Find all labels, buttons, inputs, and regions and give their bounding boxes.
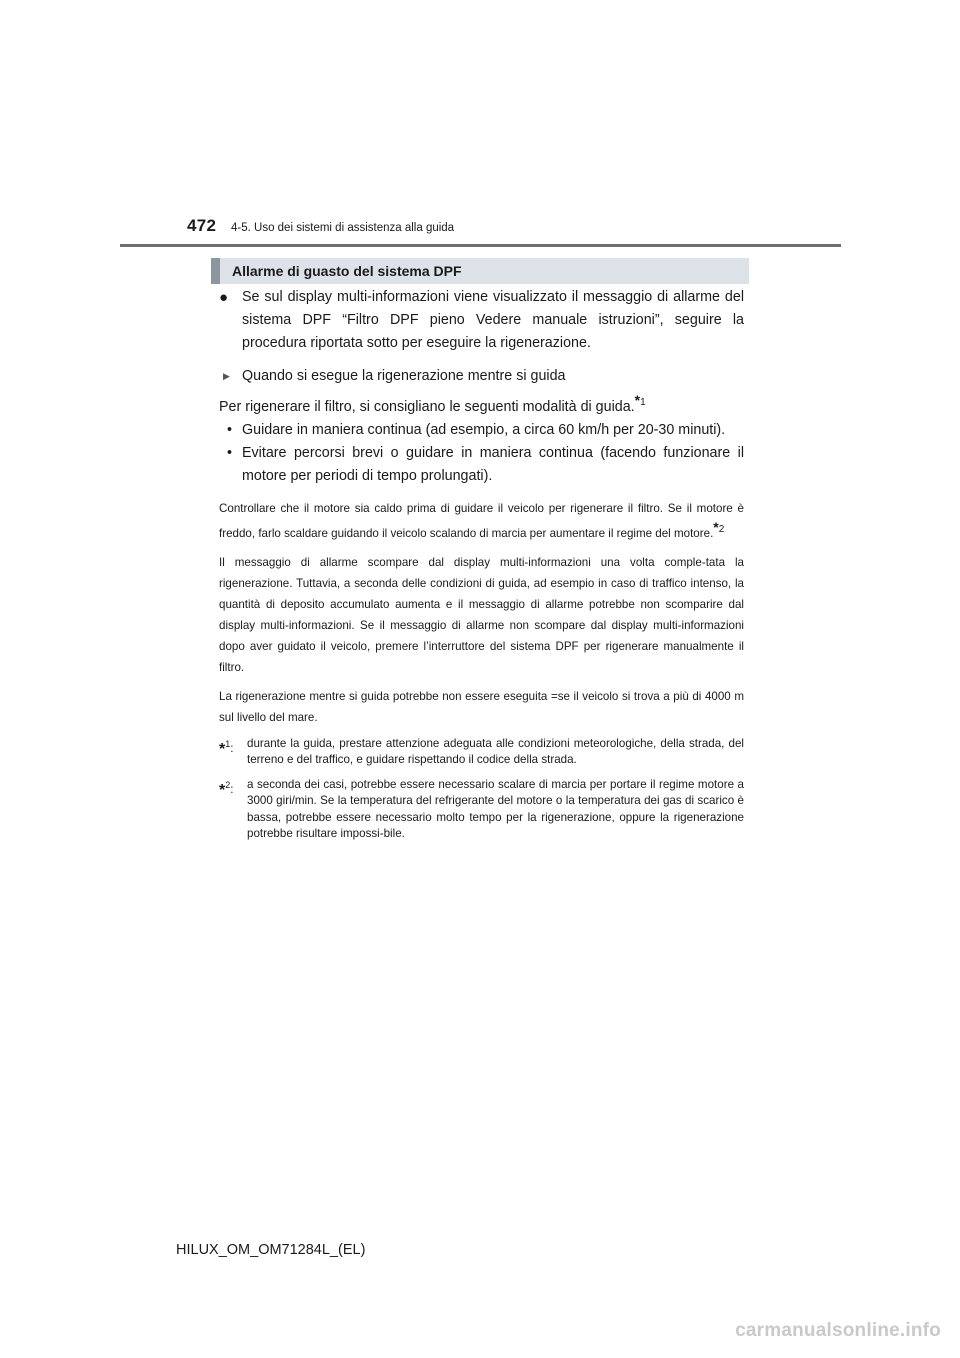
footnote-mark [219, 777, 233, 799]
footnote-mark [219, 736, 233, 758]
footnote-star: * [713, 518, 719, 535]
subsection-title: Allarme di guasto del sistema DPF [232, 263, 462, 279]
note-paragraph: Il messaggio di allarme scompare dal display multi-informazioni una volta comple-tata la rigenerazione. Tuttavia, a seconda delle condizioni di guida, ad esempio in caso di traffico intenso, la quantità di deposito accumulato aumenta e il messaggio di allarme potrebbe non scomparire dal display multi-informazioni. Se il messaggio di allarme non scompare dal display multi-informazioni dopo aver guidato il veicolo, premere l’interruttore del sistema DPF per rigenerare manualmente il filtro. [219, 555, 744, 674]
sub-heading [219, 365, 744, 388]
warning-paragraph [219, 286, 744, 355]
triangle-right-icon: ▶ [223, 371, 230, 381]
list-item-text: Evitare percorsi brevi o guidare in maniera continua (facendo funzionare il motore per periodi di tempo prolungati). [242, 444, 744, 484]
footnote-text: a seconda dei casi, potrebbe essere necessario scalare di marcia per portare il regime motore a 3000 giri/min. Se la temperatura del refrigerante del motore o la temperatura dei gas di scarico è bassa, potrebbe essere necessario molto tempo per la rigenerazione, oppure la rigenerazione potrebbe risultare impossi-bile. [247, 777, 744, 841]
note-paragraph [219, 498, 744, 544]
page-number: 472 [187, 216, 217, 235]
main-content [219, 286, 744, 843]
subsection-accent [211, 258, 220, 284]
watermark: carmanualsonline.info [735, 1320, 941, 1341]
footnote-separator: : [230, 782, 234, 796]
footnote-star: * [219, 740, 226, 758]
sub-heading-text: Quando si esegue la rigenerazione mentre si guida [242, 368, 566, 384]
footnote-text: durante la guida, prestare attenzione adeguata alle condizioni meteorologiche, della strada, del terreno e del traffico, e guidare rispettando il codice della strada. [247, 736, 744, 767]
list-item [219, 442, 744, 488]
section-header: 4-5. Uso dei sistemi di assistenza alla guida [231, 222, 455, 234]
list-marker: • [227, 444, 233, 461]
warning-text: Se sul display multi-informazioni viene visualizzato il messaggio di allarme del sistema DPF “Filtro DPF pieno Vedere manuale istruzioni”, seguire la procedura riportata sotto per eseguire la rigenerazione. [242, 289, 744, 351]
footnote-number: 2 [225, 779, 231, 790]
document-id: HILUX_OM_OM71284L_(EL) [176, 1242, 366, 1258]
footnote-ref: 2 [718, 523, 725, 535]
footnote-separator: : [230, 741, 234, 755]
subsection-bar [211, 258, 749, 284]
header-divider [120, 244, 841, 247]
footnote [219, 777, 744, 843]
list-item [219, 419, 744, 442]
footnote-ref: 1 [640, 397, 646, 408]
filled-circle-icon: ● [219, 289, 229, 306]
intro-text: Per rigenerare il filtro, si consigliano le seguenti modalità di guida. [219, 398, 635, 415]
note-text: Controllare che il motore sia caldo prima di guidare il veicolo per rigenerare il filtro. Se il motore è freddo, farlo scaldare guidando il veicolo scalando di marcia per aumentare il regime del motore. [219, 501, 744, 540]
footnote-number: 1 [225, 738, 231, 749]
footnote-star: * [634, 392, 641, 408]
footnote-star: * [219, 781, 226, 799]
list-marker: • [227, 421, 233, 438]
intro-paragraph [219, 391, 744, 419]
note-paragraph: La rigenerazione mentre si guida potrebbe non essere eseguita =se il veicolo si trova a più di 4000 m sul livello del mare. [219, 689, 744, 724]
footnote [219, 736, 744, 769]
list-item-text: Guidare in maniera continua (ad esempio, a circa 60 km/h per 20-30 minuti). [242, 421, 726, 438]
